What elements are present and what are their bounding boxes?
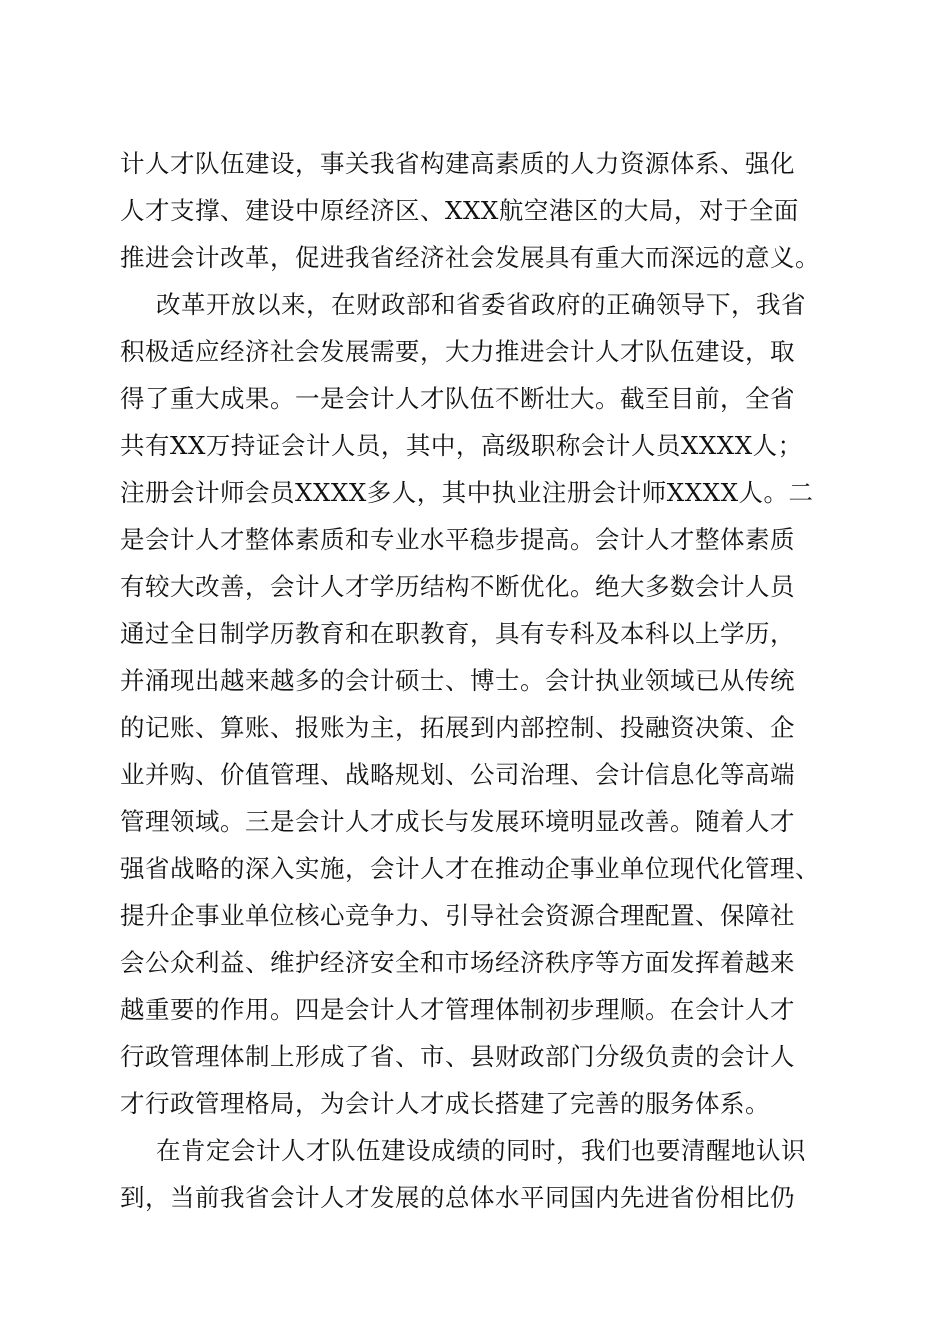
text-line: 提升企事业单位核心竞争力、引导社会资源合理配置、保障社 <box>120 901 795 930</box>
text-line: 行政管理体制上形成了省、市、县财政部门分级负责的会计人 <box>120 1042 795 1071</box>
text-line: 人才支撑、建设中原经济区、XXX航空港区的大局，对于全面 <box>120 196 799 225</box>
text-line: 注册会计师会员XXXX多人，其中执业注册会计师XXXX人。二 <box>120 478 814 507</box>
text-line: 会公众利益、维护经济安全和市场经济秩序等方面发挥着越来 <box>120 948 795 977</box>
text-line: 计人才队伍建设，事关我省构建高素质的人力资源体系、强化 <box>120 149 795 178</box>
text-line: 共有XX万持证会计人员，其中，高级职称会计人员XXXX人； <box>120 431 803 460</box>
text-line: 并涌现出越来越多的会计硕士、博士。会计执业领域已从传统 <box>120 666 795 695</box>
text-line: 才行政管理格局，为会计人才成长搭建了完善的服务体系。 <box>120 1089 770 1118</box>
paragraph-start-line: 在肯定会计人才队伍建设成绩的同时，我们也要清醒地认识 <box>156 1136 806 1165</box>
text-line: 到，当前我省会计人才发展的总体水平同国内先进省份相比仍 <box>120 1183 795 1212</box>
text-line: 强省战略的深入实施，会计人才在推动企事业单位现代化管理、 <box>120 854 820 883</box>
text-line: 积极适应经济社会发展需要，大力推进会计人才队伍建设，取 <box>120 337 795 366</box>
text-line: 是会计人才整体素质和专业水平稳步提高。会计人才整体素质 <box>120 525 795 554</box>
text-line: 越重要的作用。四是会计人才管理体制初步理顺。在会计人才 <box>120 995 795 1024</box>
text-line: 的记账、算账、报账为主，拓展到内部控制、投融资决策、企 <box>120 713 795 742</box>
paragraph-start-line: 改革开放以来，在财政部和省委省政府的正确领导下，我省 <box>156 290 806 319</box>
text-line: 通过全日制学历教育和在职教育，具有专科及本科以上学历， <box>120 619 795 648</box>
text-line: 得了重大成果。一是会计人才队伍不断壮大。截至目前，全省 <box>120 384 795 413</box>
text-line: 推进会计改革，促进我省经济社会发展具有重大而深远的意义。 <box>120 243 820 272</box>
text-line: 有较大改善，会计人才学历结构不断优化。绝大多数会计人员 <box>120 572 795 601</box>
text-line: 管理领域。三是会计人才成长与发展环境明显改善。随着人才 <box>120 807 795 836</box>
text-line: 业并购、价值管理、战略规划、公司治理、会计信息化等高端 <box>120 760 795 789</box>
